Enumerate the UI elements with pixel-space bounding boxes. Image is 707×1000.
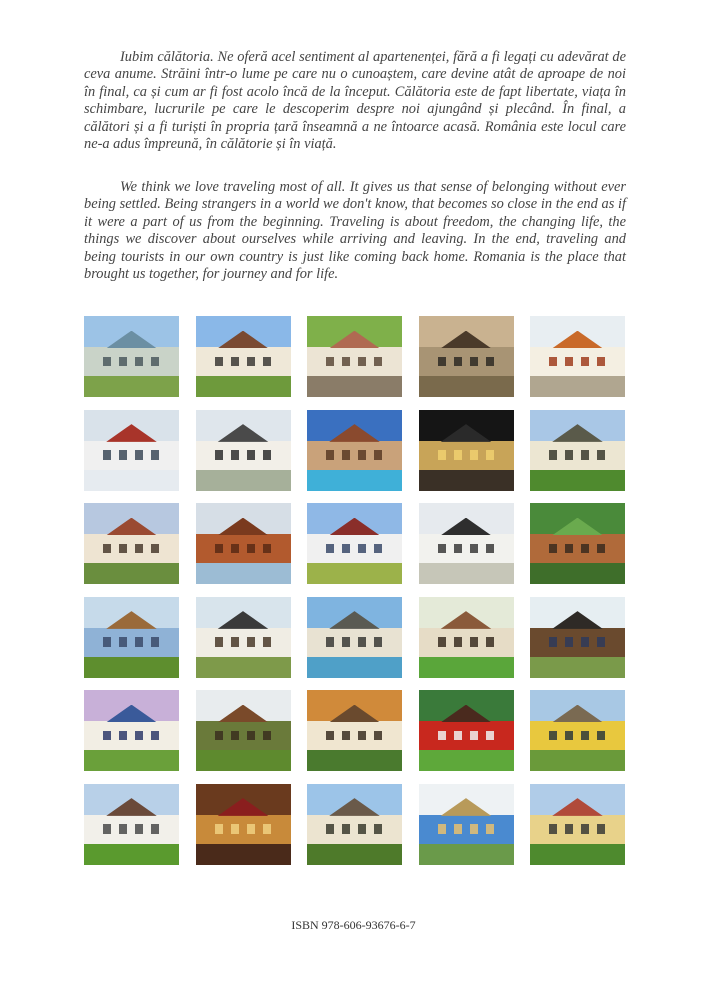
house-photo bbox=[196, 503, 291, 584]
photo-windows-shape bbox=[549, 544, 606, 554]
house-photo bbox=[307, 503, 402, 584]
photo-roof-shape bbox=[430, 798, 502, 816]
photo-roof-shape bbox=[207, 424, 279, 442]
photo-windows-shape bbox=[215, 544, 272, 554]
house-photo bbox=[84, 316, 179, 397]
photo-windows-shape bbox=[103, 731, 160, 741]
photo-roof-shape bbox=[430, 424, 502, 442]
house-photo bbox=[307, 316, 402, 397]
photo-roof-shape bbox=[430, 331, 502, 349]
photo-windows-shape bbox=[103, 357, 160, 367]
photo-roof-shape bbox=[541, 424, 613, 442]
photo-roof-shape bbox=[207, 611, 279, 629]
photo-roof-shape bbox=[318, 705, 390, 723]
photo-roof-shape bbox=[207, 331, 279, 349]
paragraph-english bbox=[84, 179, 626, 283]
photo-windows-shape bbox=[326, 824, 383, 834]
photo-windows-shape bbox=[438, 824, 495, 834]
photo-roof-shape bbox=[318, 798, 390, 816]
house-photo bbox=[84, 690, 179, 771]
photo-roof-shape bbox=[541, 331, 613, 349]
photo-windows-shape bbox=[215, 450, 272, 460]
photo-roof-shape bbox=[95, 518, 167, 536]
photo-windows-shape bbox=[215, 824, 272, 834]
isbn-number: ISBN 978-606-93676-6-7 bbox=[291, 918, 416, 932]
house-photo bbox=[196, 690, 291, 771]
photo-roof-shape bbox=[318, 424, 390, 442]
photo-windows-shape bbox=[438, 357, 495, 367]
photo-roof-shape bbox=[207, 798, 279, 816]
house-photo bbox=[196, 597, 291, 678]
photo-windows-shape bbox=[438, 450, 495, 460]
house-photo bbox=[196, 410, 291, 491]
photo-windows-shape bbox=[549, 731, 606, 741]
photo-roof-shape bbox=[318, 611, 390, 629]
photo-roof-shape bbox=[95, 611, 167, 629]
paragraph-romanian-text: Iubim călătoria. Ne oferă acel sentiment al apartenenței, fără a fi legați cu adevărat de ceva anume. Străini într-o lume pe care nu o cunoaștem, care devine atât de aproape de noi în final, ca și cum ar fi fost acolo încă de la început. Călătoria este de fapt libertate, viața în schimbare, lucrurile pe care le descoperim despre noi ajungând și plecând. În final, a călători și a fi turiști în propria țară înseamnă a ne întoarce acasă. România este locul care ne-a adus împreună, în călătorie și în viață. bbox=[84, 49, 626, 153]
photo-roof-shape bbox=[541, 705, 613, 723]
photo-windows-shape bbox=[326, 357, 383, 367]
photo-windows-shape bbox=[438, 637, 495, 647]
photo-windows-shape bbox=[326, 637, 383, 647]
photo-roof-shape bbox=[430, 518, 502, 536]
photo-roof-shape bbox=[95, 331, 167, 349]
photo-grid bbox=[84, 316, 625, 865]
house-photo bbox=[307, 690, 402, 771]
photo-roof-shape bbox=[430, 705, 502, 723]
house-photo bbox=[530, 503, 625, 584]
house-photo bbox=[84, 597, 179, 678]
photo-windows-shape bbox=[549, 824, 606, 834]
photo-roof-shape bbox=[318, 331, 390, 349]
house-photo bbox=[419, 503, 514, 584]
house-photo bbox=[307, 784, 402, 865]
house-photo bbox=[419, 597, 514, 678]
photo-windows-shape bbox=[549, 637, 606, 647]
photo-roof-shape bbox=[541, 611, 613, 629]
house-photo bbox=[84, 410, 179, 491]
house-photo bbox=[530, 784, 625, 865]
house-photo bbox=[84, 503, 179, 584]
photo-windows-shape bbox=[103, 450, 160, 460]
photo-roof-shape bbox=[541, 518, 613, 536]
house-photo bbox=[530, 316, 625, 397]
photo-windows-shape bbox=[215, 357, 272, 367]
photo-windows-shape bbox=[549, 450, 606, 460]
paragraph-romanian bbox=[84, 49, 626, 153]
photo-windows-shape bbox=[326, 544, 383, 554]
house-photo bbox=[307, 410, 402, 491]
house-photo bbox=[419, 784, 514, 865]
photo-windows-shape bbox=[326, 450, 383, 460]
house-photo bbox=[419, 690, 514, 771]
photo-roof-shape bbox=[207, 705, 279, 723]
photo-windows-shape bbox=[438, 731, 495, 741]
photo-roof-shape bbox=[95, 705, 167, 723]
photo-windows-shape bbox=[326, 731, 383, 741]
paragraph-english-text: We think we love traveling most of all. It gives us that sense of belonging without ever being settled. Being strangers in a world we don't know, that becomes so close in the end as if it were a part of us from the beginning. Traveling is about freedom, the changing life, the things we discover about ourselves while arriving and leaving. In the end, traveling and being tourists in our own country is just like coming back home. Romania is the place that brought us together, for journey and for life. bbox=[84, 179, 626, 283]
house-photo bbox=[84, 784, 179, 865]
photo-windows-shape bbox=[215, 731, 272, 741]
photo-roof-shape bbox=[318, 518, 390, 536]
house-photo bbox=[196, 784, 291, 865]
photo-windows-shape bbox=[103, 637, 160, 647]
house-photo bbox=[419, 316, 514, 397]
photo-windows-shape bbox=[549, 357, 606, 367]
house-photo bbox=[307, 597, 402, 678]
photo-windows-shape bbox=[215, 637, 272, 647]
photo-roof-shape bbox=[95, 798, 167, 816]
house-photo bbox=[196, 316, 291, 397]
house-photo bbox=[530, 690, 625, 771]
photo-windows-shape bbox=[103, 544, 160, 554]
house-photo bbox=[530, 410, 625, 491]
photo-windows-shape bbox=[103, 824, 160, 834]
photo-roof-shape bbox=[207, 518, 279, 536]
photo-roof-shape bbox=[541, 798, 613, 816]
photo-roof-shape bbox=[95, 424, 167, 442]
house-photo bbox=[530, 597, 625, 678]
photo-roof-shape bbox=[430, 611, 502, 629]
house-photo bbox=[419, 410, 514, 491]
photo-windows-shape bbox=[438, 544, 495, 554]
